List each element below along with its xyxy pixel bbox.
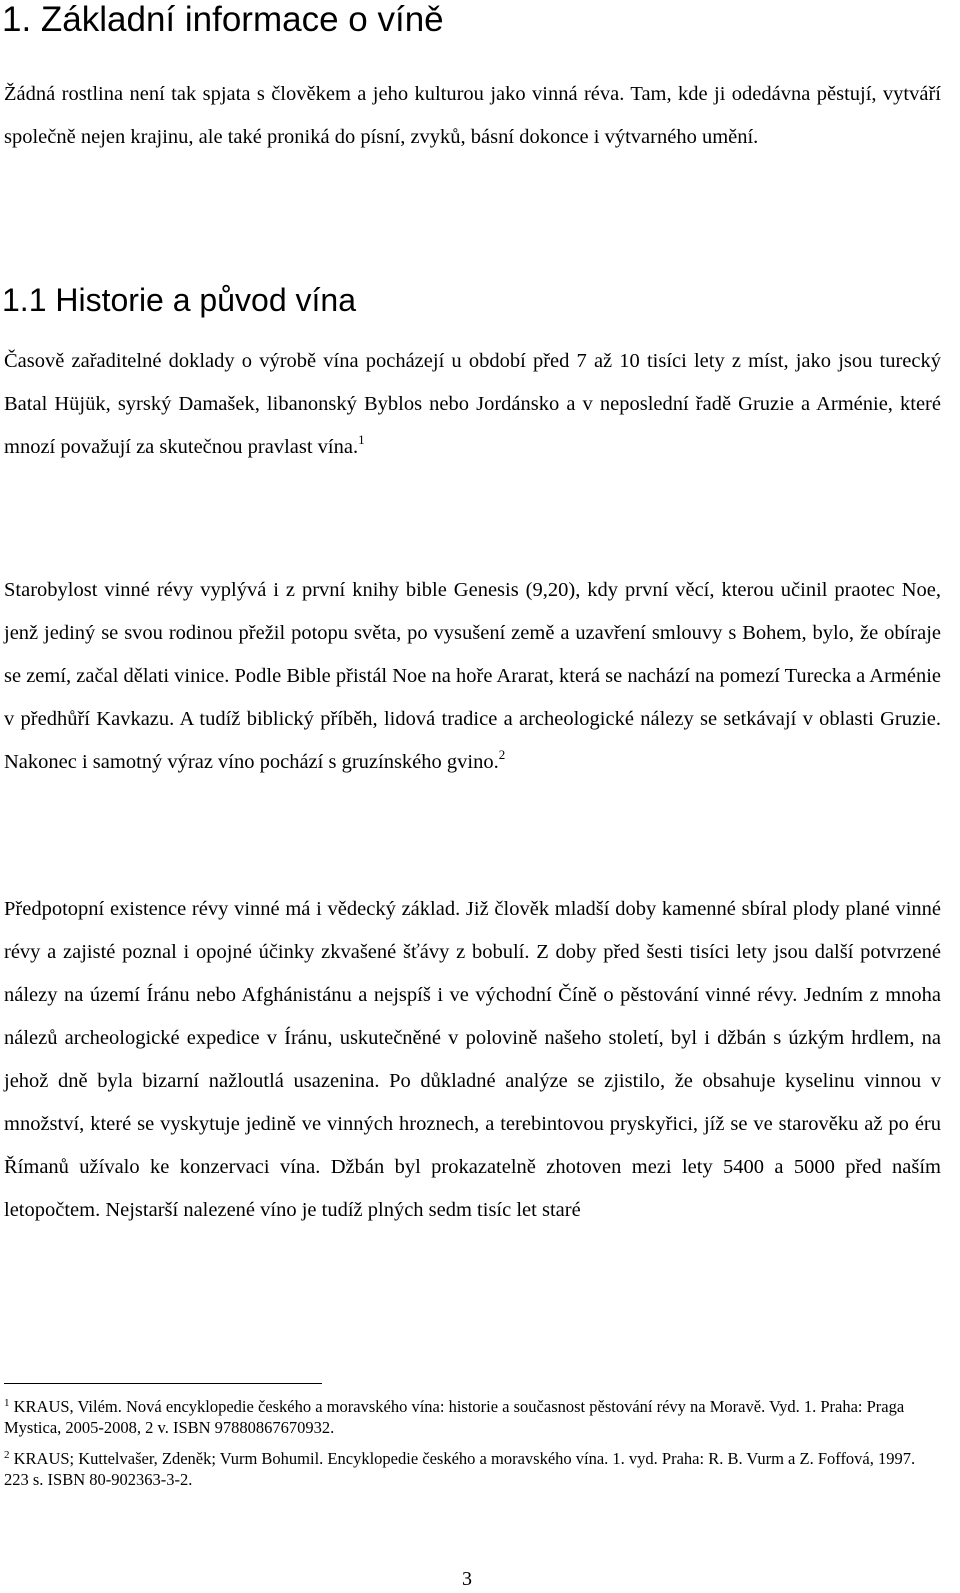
history-paragraph-3: Předpotopní existence révy vinné má i vědecký základ. Již člověk mladší doby kamenné sbíral plody plané vinné révy a zajisté poznal i opojné účinky zkvašené šťávy z bobulí. Z doby před šesti tisíci lety jsou další potvrzené nálezy na území Íránu nebo Afghánistánu a nejspíš i ve východní Číně o pěstování vinné révy. Jedním z mnoha nálezů archeologické expedice v Íránu, uskutečněné v polovině našeho století, byl i džbán s úzkým hrdlem, na jehož dně byla bizarní nažloutlá usazenina. Po důkladné analýze se zjistilo, že obsahuje kyselinu vinnou v množství, které se vyskytuje jedině ve vinných hroznech, a terebintovou pryskyřici, jíž se ve starověku až po éru Římanů užívalo ke konzervaci vína. Džbán byl prokazatelně zhotoven mezi lety 5400 a 5000 před naším letopočtem. Nejstarší nalezené víno je tudíž plných sedm tisíc let staré	[4, 898, 941, 1221]
footnote-1	[4, 1396, 939, 1438]
footnote-2	[4, 1448, 939, 1490]
history-paragraph-1	[4, 340, 941, 469]
footnote-number: 1	[4, 1397, 10, 1409]
section-heading: 1.1 Historie a původ vína	[2, 282, 356, 318]
footnote-ref-2[interactable]: 2	[498, 747, 506, 762]
page-number: 3	[462, 1568, 472, 1590]
chapter-heading: 1. Základní informace o víně	[2, 0, 444, 39]
footnote-text: KRAUS; Kuttelvašer, Zdeněk; Vurm Bohumil. Encyklopedie českého a moravského vína. 1. vyd. Praha: R. B. Vurm a Z. Foffová, 1997. 223 s. ISBN 80-902363-3-2.	[4, 1449, 916, 1489]
paragraph-text: Časově zařaditelné doklady o výrobě vína pocházejí u období před 7 až 10 tisíci lety z míst, jako jsou turecký Batal Hüjük, syrský Damašek, libanonský Byblos nebo Jordánsko a v neposlední řadě Gruzie a Arménie, které mnozí považují za skutečnou pravlast vína.	[4, 350, 941, 458]
footnote-separator	[4, 1383, 322, 1384]
footnote-ref-1[interactable]: 1	[358, 432, 365, 447]
footnote-text: KRAUS, Vilém. Nová encyklopedie českého a moravského vína: historie a současnost pěstování révy na Moravě. Vyd. 1. Praha: Praga Mystica, 2005-2008, 2 v. ISBN 97880867670932.	[4, 1397, 905, 1437]
footnote-number: 2	[4, 1449, 10, 1461]
history-paragraph-2	[4, 569, 941, 784]
intro-paragraph: Žádná rostlina není tak spjata s člověkem a jeho kulturou jako vinná réva. Tam, kde ji odedávna pěstují, vytváří společně nejen krajinu, ale také proniká do písní, zvyků, básní dokonce i výtvarného umění.	[4, 83, 941, 148]
paragraph-text: Starobylost vinné révy vyplývá i z první knihy bible Genesis (9,20), kdy první věcí, kterou učinil praotec Noe, jenž jediný se svou rodinou přežil potopu světa, po vysušení země a uzavření smlouvy s Bohem, bylo, že obíraje se zemí, začal dělati vinice. Podle Bible přistál Noe na hoře Ararat, která se nachází na pomezí Turecka a Arménie v předhůří Kavkazu. A tudíž biblický příběh, lidová tradice a archeologické nálezy se setkávají v oblasti Gruzie. Nakonec i samotný výraz víno pochází s gruzínského gvino.	[4, 579, 941, 773]
